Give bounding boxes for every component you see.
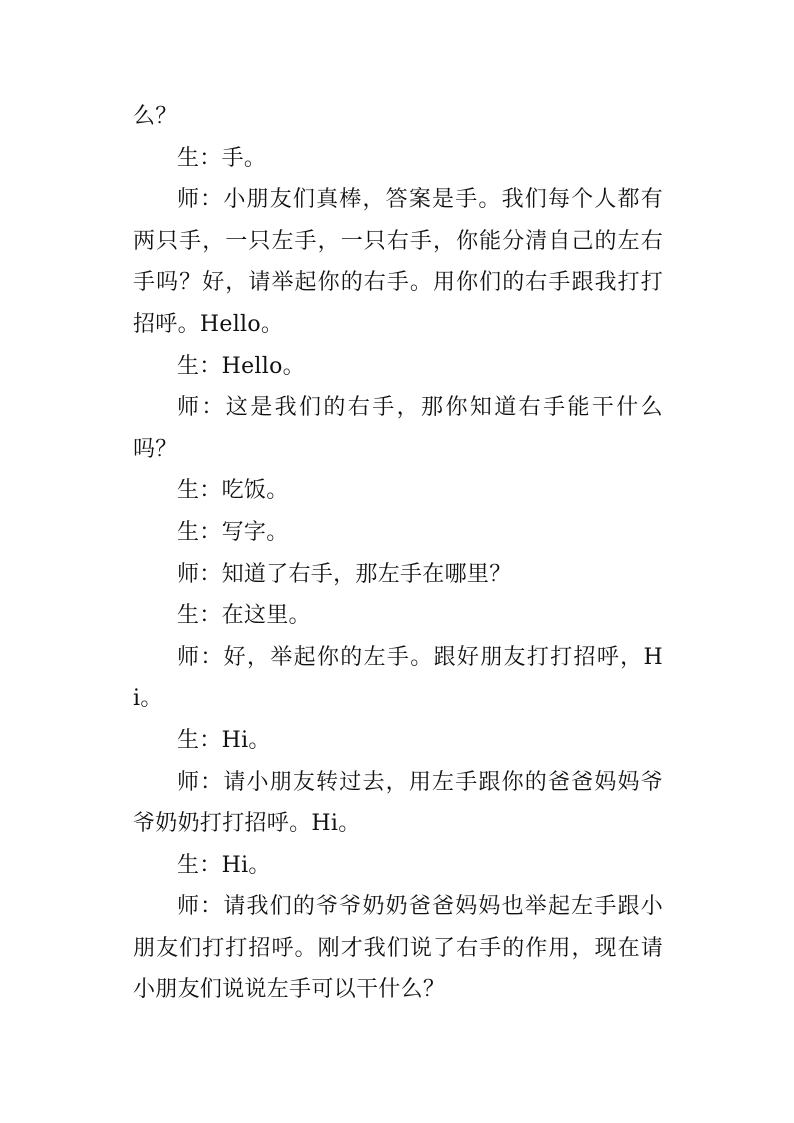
paragraph-student: 生：在这里。 xyxy=(177,603,311,629)
paragraph-student: 生：Hi。 xyxy=(177,727,271,753)
paragraph-student: 生：Hi。 xyxy=(177,852,271,878)
paragraph-teacher: 师：知道了右手，那左手在哪里？ xyxy=(177,561,512,587)
paragraph-teacher: 师：这是我们的右手，那你知道右手能干什么吗？ xyxy=(133,395,663,462)
paragraph-student: 生：手。 xyxy=(177,145,267,171)
paragraph-student: 生：吃饭。 xyxy=(177,478,289,504)
paragraph-teacher: 师：请我们的爷爷奶奶爸爸妈妈也举起左手跟小朋友们打打招呼。刚才我们说了右手的作用，现在请小朋友们说说左手可以干什么？ xyxy=(133,894,663,1003)
paragraph-teacher: 师：小朋友们真棒，答案是手。我们每个人都有两只手，一只左手，一只右手，你能分清自己的左右手吗？好，请举起你的右手。用你们的右手跟我打打招呼。Hello。 xyxy=(133,187,663,337)
lesson-transcript xyxy=(133,96,663,1011)
paragraph-teacher: 师：请小朋友转过去，用左手跟你的爸爸妈妈爷爷奶奶打打招呼。Hi。 xyxy=(133,769,663,837)
paragraph-student: 生：写字。 xyxy=(177,519,289,545)
paragraph-student: 生：Hello。 xyxy=(177,353,305,379)
paragraph-teacher: 师：好，举起你的左手。跟好朋友打打招呼，Hi。 xyxy=(133,644,663,712)
paragraph-continuation: 么？ xyxy=(133,104,178,129)
